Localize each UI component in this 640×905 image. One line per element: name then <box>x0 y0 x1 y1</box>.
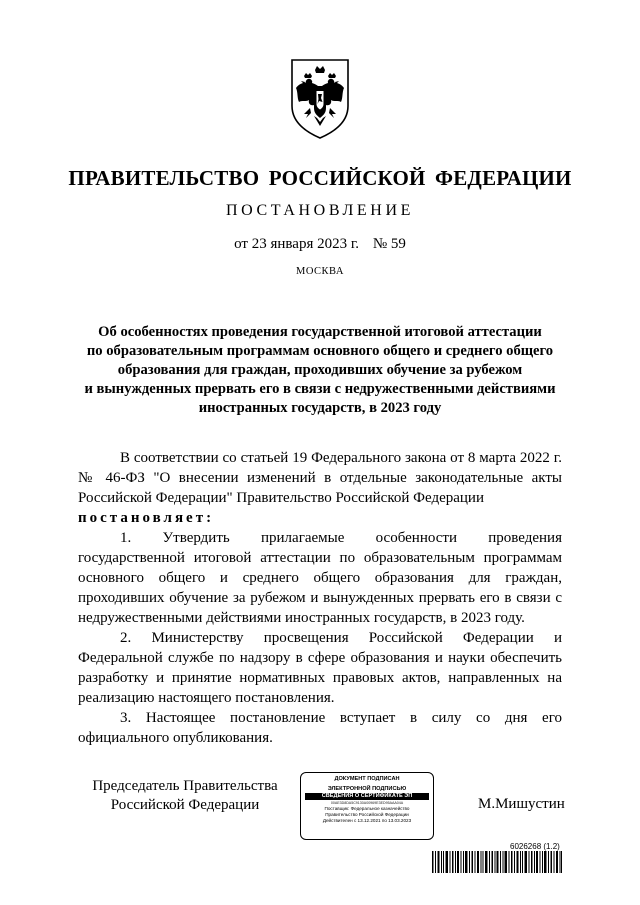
preamble-paragraph <box>78 448 562 508</box>
decree-item-2: 2. Министерству просвещения Российской Федерации и Федеральной службе по надзору в сфере образования и науки обеспечить разработку и принятие нормативных правовых актов, направленных на реализацию настоящего постановления. <box>78 630 562 706</box>
signer-position <box>80 777 290 815</box>
esign-issuer: Поставщик: Федеральное казначейство <box>324 806 410 812</box>
decree-body <box>78 448 562 748</box>
resolves-word: постановляет: <box>78 510 215 526</box>
barcode-image <box>432 851 562 873</box>
document-code: 6026268 (1.2) <box>510 842 560 851</box>
decree-type: ПОСТАНОВЛЕНИЕ <box>226 202 414 219</box>
esign-owner: Правительство Российской Федерации <box>325 812 409 818</box>
decree-date-line <box>0 236 640 253</box>
esign-line: ДОКУМЕНТ ПОДПИСАН <box>334 776 400 782</box>
decree-item-3: 3. Настоящее постановление вступает в силу со дня его официального опубликования. <box>78 710 562 746</box>
signer-position-line: Российской Федерации <box>110 797 260 813</box>
subject-line: по образовательным программам основного общего и среднего общего <box>86 343 554 359</box>
esign-line: ЭЛЕКТРОННОЙ ПОДПИСЬЮ <box>327 785 407 792</box>
decree-subject-title <box>70 323 570 418</box>
decree-city: МОСКВА <box>296 266 344 277</box>
subject-line: Об особенностях проведения государственной итоговой аттестации <box>98 324 542 340</box>
subject-line: иностранных государств, в 2023 году <box>198 400 442 416</box>
decree-number: 59 <box>390 236 406 252</box>
decree-date: от 23 января 2023 г. <box>234 236 360 252</box>
decree-number-sign: № <box>372 236 388 252</box>
coat-of-arms-emblem <box>288 58 352 140</box>
signer-position-line: Председатель Правительства <box>92 778 278 794</box>
preamble-text: В соответствии со статьей 19 Федерального закона от 8 марта 2022 г. № 46-ФЗ "О внесении изменений в отдельные законодательные акты Российской Федерации" Правительство Российской Федерации <box>78 450 562 506</box>
esign-cert-label: СВЕДЕНИЯ О СЕРТИФИКАТЕ ЭП <box>305 793 429 800</box>
electronic-signature-stamp <box>300 772 434 840</box>
signer-name: М.Мишустин <box>478 796 565 812</box>
government-title: ПРАВИТЕЛЬСТВО РОССИЙСКОЙ ФЕДЕРАЦИИ <box>68 166 572 190</box>
esign-cert-id: 00AE3D8DA5C9130A00969E3ED95AAA04A <box>330 801 404 806</box>
esign-validity: Действителен с 13.12.2021 по 13.03.2023 <box>322 818 412 824</box>
decree-item-1: 1. Утвердить прилагаемые особенности проведения государственной итоговой аттестации по образовательным программам основного общего и среднего общего образования для граждан, проходивших обучение за рубежом и вынужденных прервать его в связи с недружественными действиями иностранных государств, в 2023 году. <box>78 530 562 626</box>
subject-line: и вынужденных прервать его в связи с недружественными действиями <box>84 381 556 397</box>
subject-line: образования для граждан, проходивших обучение за рубежом <box>117 362 523 378</box>
